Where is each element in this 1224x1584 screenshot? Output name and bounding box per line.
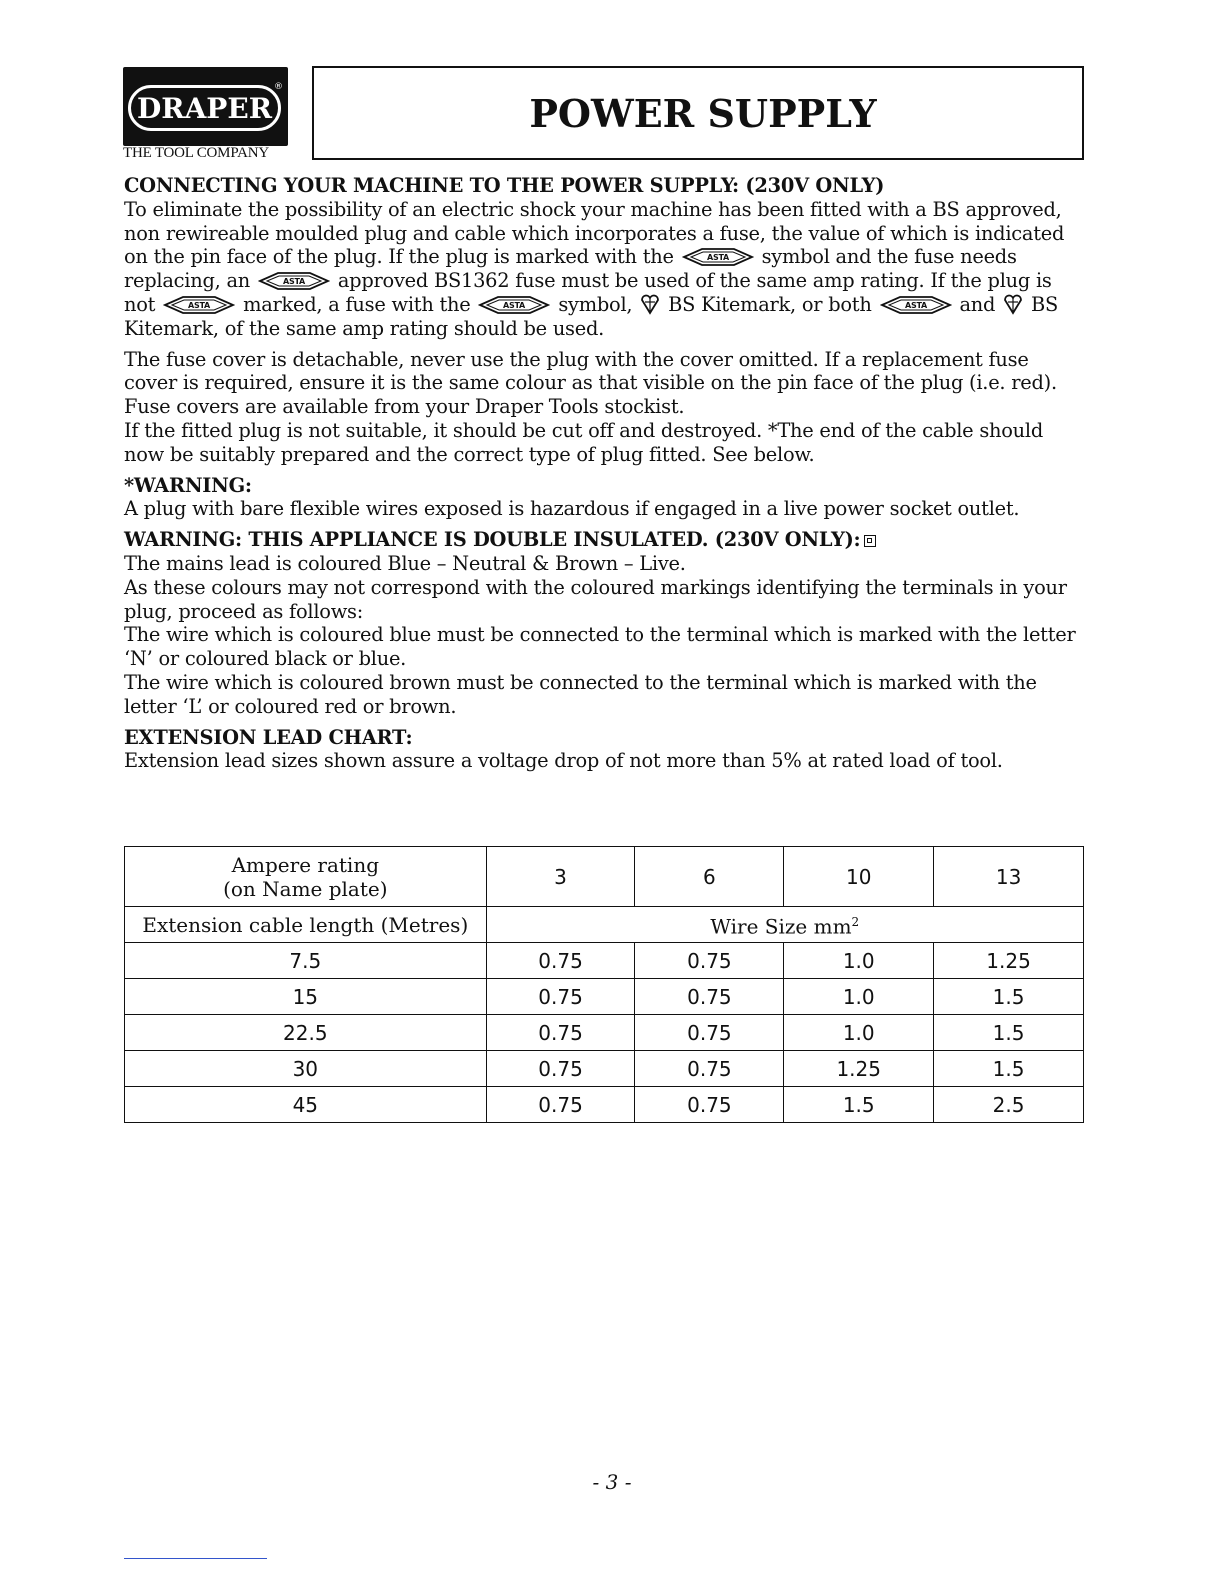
size-cell: 0.75	[635, 943, 784, 979]
size-cell: 1.0	[784, 1015, 934, 1051]
size-cell: 0.75	[486, 943, 635, 979]
double-line-2: As these colours may not correspond with the coloured markings identifying the terminals in your plug, proceed as follows:	[124, 575, 1067, 623]
size-cell: 1.5	[934, 979, 1084, 1015]
double-line-4: The wire which is coloured brown must be connected to the terminal which is marked with the letter ‘L’ or coloured red or brown.	[124, 670, 1037, 718]
p1-text-2: symbol and the fuse needs replacing, an	[124, 245, 1017, 293]
draper-logo	[123, 67, 288, 163]
size-cell: 0.75	[635, 979, 784, 1015]
page-title-box	[312, 66, 1084, 160]
p1-text-8: BS Kitemark, of the same amp rating should be used.	[124, 292, 1059, 340]
length-cell: 30	[125, 1051, 487, 1087]
length-cell: 45	[125, 1087, 487, 1123]
logo-brand-text: DRAPER	[128, 85, 281, 131]
table-row	[125, 979, 1084, 1015]
warning-heading: *WARNING:	[124, 473, 252, 497]
connect-paragraph-1	[124, 198, 1086, 341]
amp-cell: 13	[934, 847, 1084, 907]
table-row	[125, 1051, 1084, 1087]
size-cell: 2.5	[934, 1087, 1084, 1123]
asta-symbol-icon	[163, 295, 235, 315]
logo-tagline: THE TOOL COMPANY	[123, 145, 269, 161]
size-cell: 1.25	[934, 943, 1084, 979]
double-line-1: The mains lead is coloured Blue – Neutral & Brown – Live.	[124, 551, 686, 575]
size-cell: 0.75	[486, 1051, 635, 1087]
svg-text:ASTA: ASTA	[904, 300, 927, 310]
page-title: POWER SUPPLY	[529, 90, 877, 136]
amp-cell: 6	[635, 847, 784, 907]
asta-symbol-icon	[478, 295, 550, 315]
wire-size-sup: 2	[851, 915, 860, 930]
svg-text:ASTA: ASTA	[282, 277, 305, 287]
asta-symbol-icon	[682, 247, 754, 267]
page-number: - 3 -	[592, 1470, 632, 1494]
connect-heading: CONNECTING YOUR MACHINE TO THE POWER SUPPLY: (230V ONLY)	[124, 174, 885, 197]
svg-text:ASTA: ASTA	[188, 300, 211, 310]
double-insulated-heading	[124, 528, 1086, 552]
table-row	[125, 1015, 1084, 1051]
size-cell: 0.75	[486, 1087, 635, 1123]
table-row	[125, 1087, 1084, 1123]
svg-text:ASTA: ASTA	[706, 253, 729, 263]
chart-description: Extension lead sizes shown assure a voltage drop of not more than 5% at rated load of tool.	[124, 749, 1003, 773]
size-cell: 1.25	[784, 1051, 934, 1087]
p1-text-4: marked, a fuse with the	[243, 292, 471, 316]
double-line-3: The wire which is coloured blue must be connected to the terminal which is marked with the letter ‘N’ or coloured black or blue.	[124, 623, 1076, 671]
wire-size-label: Wire Size mm	[710, 914, 852, 939]
logo-badge	[123, 67, 288, 146]
p1-text-3: approved BS1362 fuse must be used of the same amp rating. If the plug is not	[124, 269, 1052, 316]
connect-paragraph-2: The fuse cover is detachable, never use the plug with the cover omitted. If a replacement fuse cover is required, ensure it is the same colour as that visible on the pin face of the plug (i.e. red). Fuse covers are available from your Draper Tools stockist.	[124, 347, 1057, 419]
size-cell: 1.5	[934, 1015, 1084, 1051]
size-cell: 0.75	[486, 1015, 635, 1051]
kitemark-icon	[1003, 293, 1023, 315]
ampere-rating-header	[125, 847, 487, 907]
p1-text-1: To eliminate the possibility of an electric shock your machine has been fitted with a BS approved, non rewireable moulded plug and cable which incorporates a fuse, the value of which is indicated on the pin face of the plug. If the plug is marked with the	[124, 197, 1065, 269]
registered-mark: ®	[274, 82, 283, 92]
p1-text-6: BS Kitemark, or both	[668, 292, 872, 316]
asta-symbol-icon	[880, 295, 952, 315]
amp-cell: 3	[486, 847, 635, 907]
p1-text-7: and	[959, 292, 996, 316]
extension-lead-table	[124, 846, 1084, 1123]
chart-heading: EXTENSION LEAD CHART:	[124, 725, 413, 749]
size-cell: 0.75	[635, 1051, 784, 1087]
double-insulated-heading-text: WARNING: THIS APPLIANCE IS DOUBLE INSULATED. (230V ONLY):	[124, 528, 861, 552]
size-cell: 1.0	[784, 943, 934, 979]
kitemark-icon	[640, 293, 660, 315]
size-cell: 0.75	[486, 979, 635, 1015]
ampere-label-line-1: Ampere rating	[231, 852, 379, 877]
svg-text:ASTA: ASTA	[503, 300, 526, 310]
table-row	[125, 943, 1084, 979]
asta-symbol-icon	[258, 271, 330, 291]
length-cell: 15	[125, 979, 487, 1015]
main-content	[124, 174, 1086, 773]
warning-text: A plug with bare flexible wires exposed is hazardous if engaged in a live power socket outlet.	[124, 497, 1020, 521]
amp-cell: 10	[784, 847, 934, 907]
table-subheader-row	[125, 907, 1084, 943]
size-cell: 1.5	[784, 1087, 934, 1123]
size-cell: 0.75	[635, 1015, 784, 1051]
ampere-label-line-2: (on Name plate)	[223, 876, 388, 901]
size-cell: 1.0	[784, 979, 934, 1015]
length-cell: 7.5	[125, 943, 487, 979]
double-insulated-icon	[864, 535, 876, 547]
table-header-row	[125, 847, 1084, 907]
p1-text-5: symbol,	[558, 292, 633, 316]
length-header: Extension cable length (Metres)	[125, 907, 487, 943]
length-cell: 22.5	[125, 1015, 487, 1051]
wire-size-header	[486, 907, 1083, 943]
size-cell: 1.5	[934, 1051, 1084, 1087]
connect-paragraph-3: If the fitted plug is not suitable, it should be cut off and destroyed. *The end of the cable should now be suitably prepared and the correct type of plug fitted. See below.	[124, 418, 1044, 466]
footer-rule	[124, 1558, 267, 1559]
size-cell: 0.75	[635, 1087, 784, 1123]
